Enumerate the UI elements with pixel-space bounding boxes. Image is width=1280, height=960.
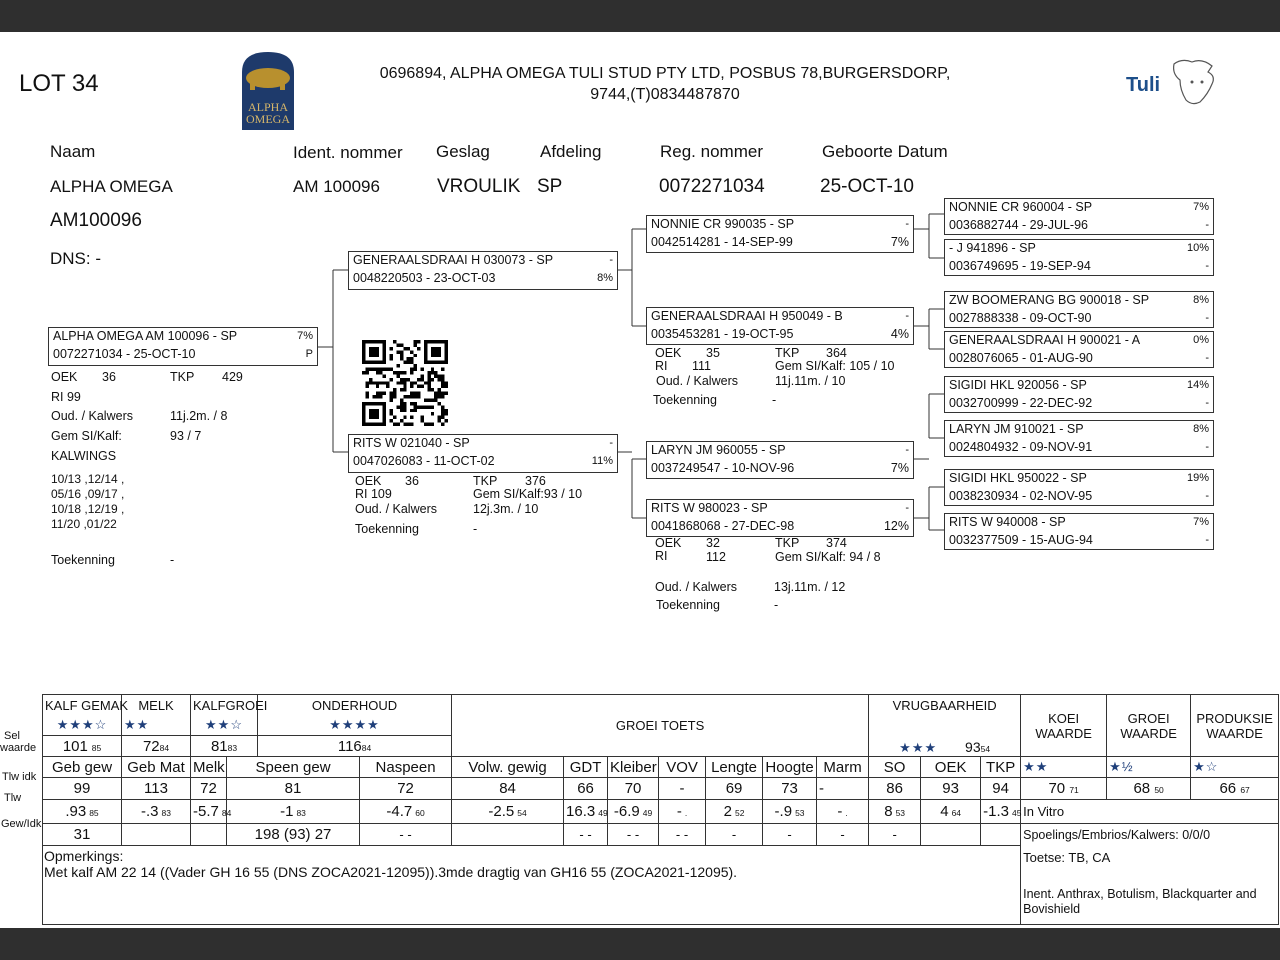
main-toek-label: Toekenning [51,553,115,567]
tlwidk-cell: 86 [869,778,921,800]
tlw-cell [608,800,659,824]
group-kalfgroei: KALFGROEI [191,695,258,716]
main-tkp: 429 [222,370,243,384]
sel-melk: 72 [142,737,160,755]
animal-reg: 0072271034 [659,176,765,197]
sire-percent: 8% [597,272,613,284]
ggp-r2: - [1205,490,1209,502]
gp2-oek-label: OEK [655,346,682,360]
gp4-ri-label: RI [655,549,668,563]
tlw-value: - [676,803,682,820]
gp4-ri: 112 [706,550,726,564]
tlw-value: -4.7 [386,803,413,820]
col-header: OEK [921,757,981,778]
opmerkings-label: Opmerkings: [44,848,124,864]
sel-kalfgemak-sub: 85 [91,742,102,753]
produksie-idk-sub: 67 [1240,785,1250,795]
ggp-r2: - [1205,219,1209,231]
gp2-toek-label: Toekenning [653,393,717,407]
gew-cell [981,824,1021,846]
breeding-values-table [42,694,1279,925]
groeitoets-label: GROEI TOETS [615,718,705,733]
ggp-reg: 0036749695 - 19-SEP-94 [949,259,1091,273]
dam-oud: 12j.3m. / 10 [473,502,539,516]
sel-kalfgroei-cell [191,736,258,757]
ggp-reg: 0032700999 - 22-DEC-92 [949,396,1093,410]
dam-box [348,434,618,473]
ggp-percent: 8% [1193,423,1209,435]
dam-percent: 11% [591,455,613,467]
tlw-cell [360,800,452,824]
gew-cell: - [869,824,921,846]
gp-name: GENERAALSDRAAI H 950049 - B [651,309,843,323]
ggp-name: - J 941896 - SP [949,241,1036,255]
gew-cell [921,824,981,846]
gew-cell: - - [608,824,659,846]
col-header: Geb gew [43,757,122,778]
main-toek: - [170,553,175,567]
tlw-sub: 54 [517,808,527,818]
toetse: Toetse: TB, CA [1021,846,1279,870]
animal-geslag: VROULIK [437,176,521,197]
gp4-oud: 13j.11m. / 12 [774,580,846,594]
ggp-reg: 0032377509 - 15-AUG-94 [949,533,1093,547]
tuli-logo-text: Tuli [1126,74,1161,96]
sel-kalfgroei: 81 [210,737,228,755]
tlw-sub: 49 [642,808,653,818]
gp2-ri: 111 [692,359,712,373]
opmerkings-cell [43,846,1021,925]
side-sel: Sel [4,730,20,742]
sel-onderhoud-cell [258,736,452,757]
ggp-name: RITS W 940008 - SP [949,515,1066,529]
kalwings-line: 10/18 ,12/19 , [51,502,125,516]
tlw-cell [817,800,869,824]
tlw-row [43,800,1279,824]
sel-kalfgroei-sub: 83 [227,742,238,753]
ggp-percent: 7% [1193,516,1209,528]
animal-geboorte: 25-OCT-10 [820,176,914,197]
ggp-name: SIGIDI HKL 920056 - SP [949,378,1087,392]
great-grandparent-box [944,198,1214,235]
label-naam: Naam [50,142,96,161]
great-grandparent-box [944,469,1214,506]
gp-percent: 4% [890,327,909,341]
animal-afdeling: SP [537,176,563,197]
tlw-value: 4 [940,803,949,820]
tlw-cell [763,800,817,824]
tlw-value: -5.7 [193,803,219,820]
kalwings-line: 11/20 ,01/22 [51,517,117,531]
group-vrugbaarheid: VRUGBAARHEID [869,695,1021,716]
gp-percent: 7% [890,235,909,249]
stars-vrug: ★★★ [899,740,938,755]
tlw-cell [921,800,981,824]
sel-kalfgemak: 101 [62,737,88,755]
tlwidk-cell: 113 [122,778,191,800]
koei-idk-sub: 71 [1069,785,1079,795]
main-box-reg: 0072271034 - 25-OCT-10 [53,347,196,361]
gp2-ri-label: RI [655,359,668,373]
group-onderhoud: ONDERHOUD [258,695,452,716]
gp-r1: - [905,310,909,322]
tlw-value: 2 [723,803,732,820]
main-ri: RI 99 [51,390,81,404]
main-tkp-label: TKP [170,370,195,384]
kalwings-label: KALWINGS [51,449,117,463]
stars-kalfgemak: ★★★☆ [43,715,122,736]
groei-idk: 68 [1133,780,1151,797]
grandparent-box [646,499,914,537]
lot-number: LOT 34 [19,70,99,97]
ggp-percent: 10% [1186,242,1209,254]
ggp-name: NONNIE CR 960004 - SP [949,200,1093,214]
gew-cell: - - [659,824,706,846]
ggp-reg: 0036882744 - 29-JUL-96 [949,218,1088,232]
gew-cell: 198 (93) 27 [227,824,360,846]
tlw-sub: . [845,808,848,818]
stars-melk: ★★ [122,715,191,736]
side-tlwidk: Tlw idk [2,771,37,783]
koei-idk: 70 [1048,780,1066,797]
dam-toek: - [473,522,478,536]
gew-cell [452,824,564,846]
tlw-sub: 52 [734,808,745,818]
tlw-sub: 45 [1011,808,1022,818]
grandparent-box [646,307,914,345]
tlw-cell [43,800,122,824]
tlwidk-cell: - [817,778,869,800]
sire-reg: 0048220503 - 23-OCT-03 [353,271,496,285]
ggp-reg: 0038230934 - 02-NOV-95 [949,489,1093,503]
main-oud-label: Oud. / Kalwers [51,409,133,423]
gew-cell: - - [564,824,608,846]
ggp-r2: - [1205,260,1209,272]
gp4-toek-label: Toekenning [656,598,720,612]
gp-percent: 12% [883,519,909,533]
tlw-cell [227,800,360,824]
main-box-status: P [305,348,313,360]
side-tlw: Tlw [4,792,22,804]
ggp-r2: - [1205,534,1209,546]
gp4-oek-label: OEK [655,536,682,550]
great-grandparent-box [944,420,1214,457]
animal-name-2: AM100096 [50,210,142,231]
tlw-sub: 83 [161,808,171,818]
gew-cell: - [706,824,763,846]
col-header: TKP [981,757,1021,778]
tlwidk-cell: 70 [608,778,659,800]
tlw-sub: 60 [415,808,425,818]
sel-melk-cell [122,736,191,757]
tlw-cell [659,800,706,824]
dam-reg: 0047026083 - 11-OCT-02 [353,454,495,468]
col-header: Naspeen [360,757,452,778]
group-melk: MELK [122,695,191,716]
main-gem-label: Gem SI/Kalf: [51,429,122,443]
great-grandparent-box [944,239,1214,276]
gp4-gem: Gem SI/Kalf: 94 / 8 [775,550,881,564]
dam-gem: Gem SI/Kalf:93 / 10 [473,487,583,501]
ggp-name: ZW BOOMERANG BG 900018 - SP [949,293,1150,307]
main-oud: 11j.2m. / 8 [170,409,228,423]
ggp-reg: 0027888338 - 09-OCT-90 [949,311,1092,325]
tlwidk-cell: 66 [564,778,608,800]
gew-cell [191,824,227,846]
tlw-value: -.9 [774,803,793,820]
ggp-percent: 7% [1193,201,1209,213]
col-header: SO [869,757,921,778]
main-gem: 93 / 7 [170,429,202,443]
gp-percent: 7% [890,461,909,475]
stars-onderhoud: ★★★★ [258,715,452,736]
gp-name: LARYN JM 960055 - SP [651,443,786,457]
groei-idk-cell [1107,778,1191,800]
logo-text-omega: OMEGA [246,112,290,126]
group-kalfgemak: KALF GEMAK [43,695,122,716]
tlw-cell [564,800,608,824]
group-groeitoets [452,695,869,757]
col-header: Marm [817,757,869,778]
sel-kalfgemak-cell [43,736,122,757]
ggp-reg: 0024804932 - 09-NOV-91 [949,440,1093,454]
ggp-r2: - [1205,397,1209,409]
tlwidk-cell: 73 [763,778,817,800]
tlw-cell [869,800,921,824]
ggp-r2: - [1205,312,1209,324]
gew-cell [122,824,191,846]
gp2-oud: 11j.11m. / 10 [775,374,846,388]
main-box-percent: 7% [297,330,313,342]
animal-ident: AM 100096 [293,177,380,196]
col-header: Kleiber [608,757,659,778]
ggp-name: GENERAALSDRAAI H 900021 - A [949,333,1141,347]
great-grandparent-box [944,331,1214,368]
tlw-sub: 53 [795,808,805,818]
groei-idk-sub: 50 [1154,785,1164,795]
ggp-reg: 0028076065 - 01-AUG-90 [949,351,1093,365]
tlwidk-cell: 99 [43,778,122,800]
stars-groei: ★½ [1107,757,1191,778]
gp4-toek: - [774,598,779,612]
col-header: Hoogte [763,757,817,778]
gew-cell: - [763,824,817,846]
sel-melk-sub: 84 [159,742,170,753]
dam-toek-label: Toekenning [355,522,419,536]
stars-kalfgroei: ★★☆ [191,715,258,736]
dam-ri: RI 109 [355,487,392,501]
label-geslag: Geslag [436,142,490,161]
side-gewidk: Gew/Idk [1,818,42,830]
gp-reg: 0035453281 - 19-OCT-95 [651,327,794,341]
ggp-percent: 0% [1193,334,1209,346]
produksie-idk-cell [1191,778,1279,800]
col-header: GDT [564,757,608,778]
main-oek-label: OEK [51,370,78,384]
tlwidk-cell: 69 [706,778,763,800]
gew-cell: 31 [43,824,122,846]
spacer-cell [1021,870,1279,887]
tlw-sub: 53 [895,808,906,818]
tlw-cell [452,800,564,824]
label-reg: Reg. nommer [660,142,763,161]
tlw-sub: 83 [296,808,306,818]
col-header: Geb Mat [122,757,191,778]
gp4-oud-label: Oud. / Kalwers [655,580,737,594]
breeder-line-2: 9744,(T)0834487870 [590,86,740,103]
tlwidk-cell: 93 [921,778,981,800]
main-box-name: ALPHA OMEGA AM 100096 - SP [53,329,238,343]
main-animal-box [48,327,318,366]
tlw-cell [706,800,763,824]
tlwidk-cell: - [659,778,706,800]
ggp-percent: 8% [1193,294,1209,306]
tlw-value: -.3 [141,803,159,820]
tlwidk-cell: 84 [452,778,564,800]
great-grandparent-box [944,291,1214,328]
produksie-waarde: PRODUKSIE WAARDE [1191,695,1279,757]
gp4-oek: 32 [706,536,720,550]
tlw-cell [191,800,232,824]
tlw-sub: 84 [221,808,232,818]
gew-cell: - - [360,824,452,846]
produksie-idk: 66 [1219,780,1237,797]
dam-oek: 36 [405,474,419,488]
great-grandparent-box [944,513,1214,550]
gp2-oud-label: Oud. / Kalwers [656,374,738,388]
opmerkings-text: Met kalf AM 22 14 ((Vader GH 16 55 (DNS ZOCA2021-12095)).3mde dragtig van GH16 55 (ZOCA2021-12095). [44,864,738,880]
gp-name: RITS W 980023 - SP [651,501,768,515]
label-geboorte: Geboorte Datum [822,142,948,161]
ggp-percent: 14% [1186,379,1209,391]
great-grandparent-box [944,376,1214,413]
tlwidk-cell: 94 [981,778,1021,800]
ggp-r2: - [1205,441,1209,453]
tlwidk-cell: 72 [191,778,227,800]
tlw-sub: 85 [89,808,99,818]
gp2-oek: 35 [706,346,720,360]
koei-waarde: KOEI WAARDE [1021,695,1107,757]
tlwidk-cell: 81 [227,778,360,800]
koei-idk-cell [1021,778,1107,800]
col-header: Speen gew [227,757,360,778]
gp-name: NONNIE CR 990035 - SP [651,217,795,231]
gew-cell: - [817,824,869,846]
tlw-value: - [837,803,843,820]
groei-waarde: GROEI WAARDE [1107,695,1191,757]
label-afdeling: Afdeling [540,142,602,161]
tlw-value: 16.3 [566,803,596,820]
dam-tkp-label: TKP [473,474,498,488]
tlw-cell [981,800,1021,824]
inent: Inent. Anthrax, Botulism, Blackquarter and Bovishield [1021,887,1279,924]
stars-koei: ★★ [1021,757,1107,778]
kalwings-line: 05/16 ,09/17 , [51,487,125,501]
gp-reg: 0042514281 - 14-SEP-99 [651,235,793,249]
gp2-toek: - [772,393,777,407]
gp2-tkp: 364 [826,346,847,360]
gp-r1: - [905,218,909,230]
dam-oud-label: Oud. / Kalwers [355,502,437,516]
ggp-name: SIGIDI HKL 950022 - SP [949,471,1087,485]
kalwings-line: 10/13 ,12/14 , [51,472,125,486]
sire-name: GENERAALSDRAAI H 030073 - SP [353,253,554,267]
tlw-sub: 64 [951,808,962,818]
breeder-line-1: 0696894, ALPHA OMEGA TULI STUD PTY LTD, POSBUS 78,BURGERSDORP, [379,65,951,82]
col-header: Lengte [706,757,763,778]
logo-text-alpha: ALPHA [247,100,288,114]
dns-status: DNS: - [50,249,101,268]
tlw-sub: 49 [598,808,608,818]
col-header: Volw. gewig [452,757,564,778]
ggp-percent: 19% [1186,472,1209,484]
dam-name: RITS W 021040 - SP [353,436,470,450]
ggp-r2: - [1205,352,1209,364]
qr-code [361,340,449,426]
side-waarde: waarde [0,742,37,754]
vrug-sel: 93 [965,739,981,755]
col-header: Melk [191,757,227,778]
sel-onderhoud-sub: 84 [361,742,372,753]
gp-reg: 0037249547 - 10-NOV-96 [651,461,795,475]
sire-r1: - [609,254,613,266]
stars-produksie: ★☆ [1191,757,1279,778]
spoelings: Spoelings/Embrios/Kalwers: 0/0/0 [1021,824,1279,846]
dam-oek-label: OEK [355,474,382,488]
in-vitro: In Vitro [1021,800,1279,824]
dam-r1: - [609,437,613,449]
col-header: VOV [659,757,706,778]
animal-name: ALPHA OMEGA [50,177,173,196]
gp2-gem: Gem SI/Kalf: 105 / 10 [775,359,895,373]
tlw-value: .93 [65,803,87,820]
vrug-sel-sub: 54 [980,744,991,754]
gp4-tkp-label: TKP [775,536,800,550]
tlw-value: 8 [884,803,893,820]
gp-r1: - [905,502,909,514]
tlw-sub: . [684,808,688,818]
gp4-tkp: 374 [826,536,847,550]
sire-box [348,251,618,290]
gew-row [43,824,1279,846]
ggp-name: LARYN JM 910021 - SP [949,422,1084,436]
gp2-tkp-label: TKP [775,346,800,360]
grandparent-box [646,215,914,253]
dam-tkp: 376 [525,474,546,488]
label-ident: Ident. nommer [293,143,403,162]
tlw-value: -2.5 [488,803,515,820]
gp-r1: - [905,444,909,456]
tlw-value: -1.3 [983,803,1009,820]
grandparent-box [646,441,914,479]
tlw-cell [122,800,191,824]
sel-onderhoud: 116 [337,737,362,755]
tlw-value: -1 [280,803,294,820]
vrug-sel-cell [869,715,1021,757]
main-oek: 36 [102,370,116,384]
tlwidk-cell: 72 [360,778,452,800]
tlw-value: -6.9 [613,803,640,820]
gp-reg: 0041868068 - 27-DEC-98 [651,519,795,533]
